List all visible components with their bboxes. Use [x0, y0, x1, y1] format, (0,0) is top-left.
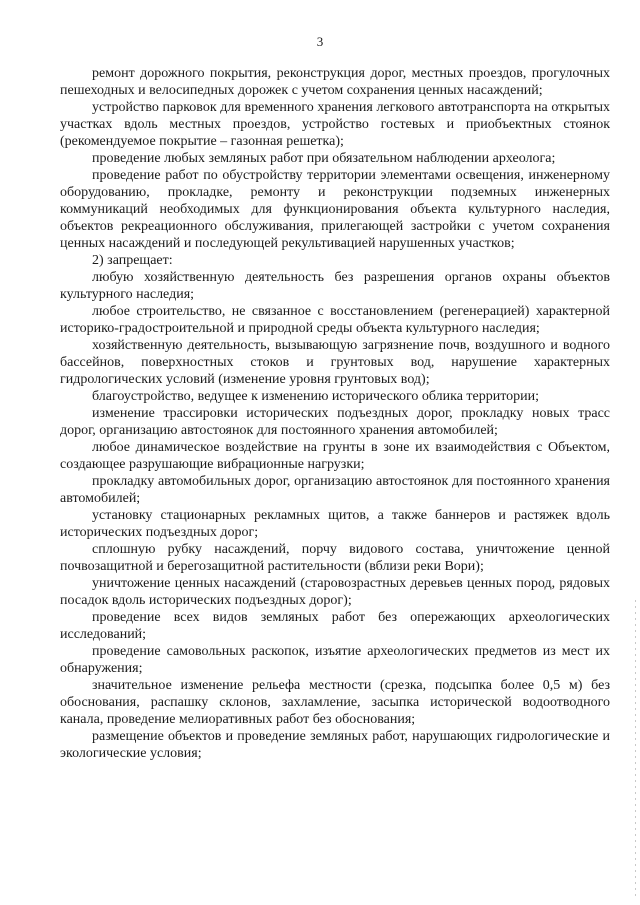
- page-number: 3: [316, 34, 324, 49]
- paragraph: установку стационарных рекламных щитов, а также баннеров и растяжек вдоль исторических подъездных дорог;: [60, 508, 610, 540]
- section-heading: 2) запрещает:: [92, 253, 173, 268]
- paragraph: проведение работ по обустройству территории элементами освещения, инженерному оборудованию, прокладке, ремонту и реконструкции подземных инженерных коммуникаций необходимых для функционирования объекта культурного наследия, объектов рекреационного обслуживания, прилегающей застройки с учетом сохранения ценных насаждений и последующей рекультивацией нарушенных участков;: [60, 168, 610, 251]
- paragraph: любое динамическое воздействие на грунты в зоне их взаимодействия с Объектом, создающее разрушающие вибрационные нагрузки;: [60, 440, 610, 472]
- paragraph: размещение объектов и проведение земляных работ, нарушающих гидрологические и экологические условия;: [60, 729, 610, 761]
- paragraph: сплошную рубку насаждений, порчу видового состава, уничтожение ценной почвозащитной и берегозащитной растительности (вблизи реки Вори);: [60, 542, 610, 574]
- paragraph: прокладку автомобильных дорог, организацию автостоянок для постоянного хранения автомобилей;: [60, 474, 610, 506]
- paragraph: хозяйственную деятельность, вызывающую загрязнение почв, воздушного и водного бассейнов, поверхностных стоков и грунтовых вод, нарушение характерных гидрологических условий (изменение уровня грунтовых вод);: [60, 338, 610, 387]
- paragraph: проведение всех видов земляных работ без опережающих археологических исследований;: [60, 610, 610, 642]
- paragraph: благоустройство, ведущее к изменению исторического облика территории;: [92, 389, 540, 404]
- paragraph: значительное изменение рельефа местности (срезка, подсыпка более 0,5 м) без обоснования, распашку склонов, захламление, засыпка исторической водоотводного канала, проведение мелиоративных работ без обоснования;: [60, 678, 610, 727]
- scan-edge-mark: [635, 600, 636, 900]
- paragraph: уничтожение ценных насаждений (старовозрастных деревьев ценных пород, рядовых посадок вдоль исторических подъездных дорог);: [60, 576, 610, 608]
- paragraph: любую хозяйственную деятельность без разрешения органов охраны объектов культурного наследия;: [60, 270, 610, 302]
- paragraph: проведение любых земляных работ при обязательном наблюдении археолога;: [92, 151, 556, 166]
- paragraph: устройство парковок для временного хранения легкового автотранспорта на открытых участках вдоль местных проездов, устройство гостевых и приобъектных стоянок (рекомендуемое покрытие – газонная решетка);: [60, 100, 610, 149]
- paragraph: изменение трассировки исторических подъездных дорог, прокладку новых трасс дорог, организацию автостоянок для постоянного хранения автомобилей;: [60, 406, 610, 438]
- paragraph: ремонт дорожного покрытия, реконструкция дорог, местных проездов, прогулочных пешеходных и велосипедных дорожек с учетом сохранения ценных насаждений;: [60, 66, 610, 98]
- paragraph: проведение самовольных раскопок, изъятие археологических предметов из мест их обнаружения;: [60, 644, 610, 676]
- document-body: [60, 65, 610, 762]
- paragraph: любое строительство, не связанное с восстановлением (регенерацией) характерной историко-градостроительной и природной среды объекта культурного наследия;: [60, 304, 610, 336]
